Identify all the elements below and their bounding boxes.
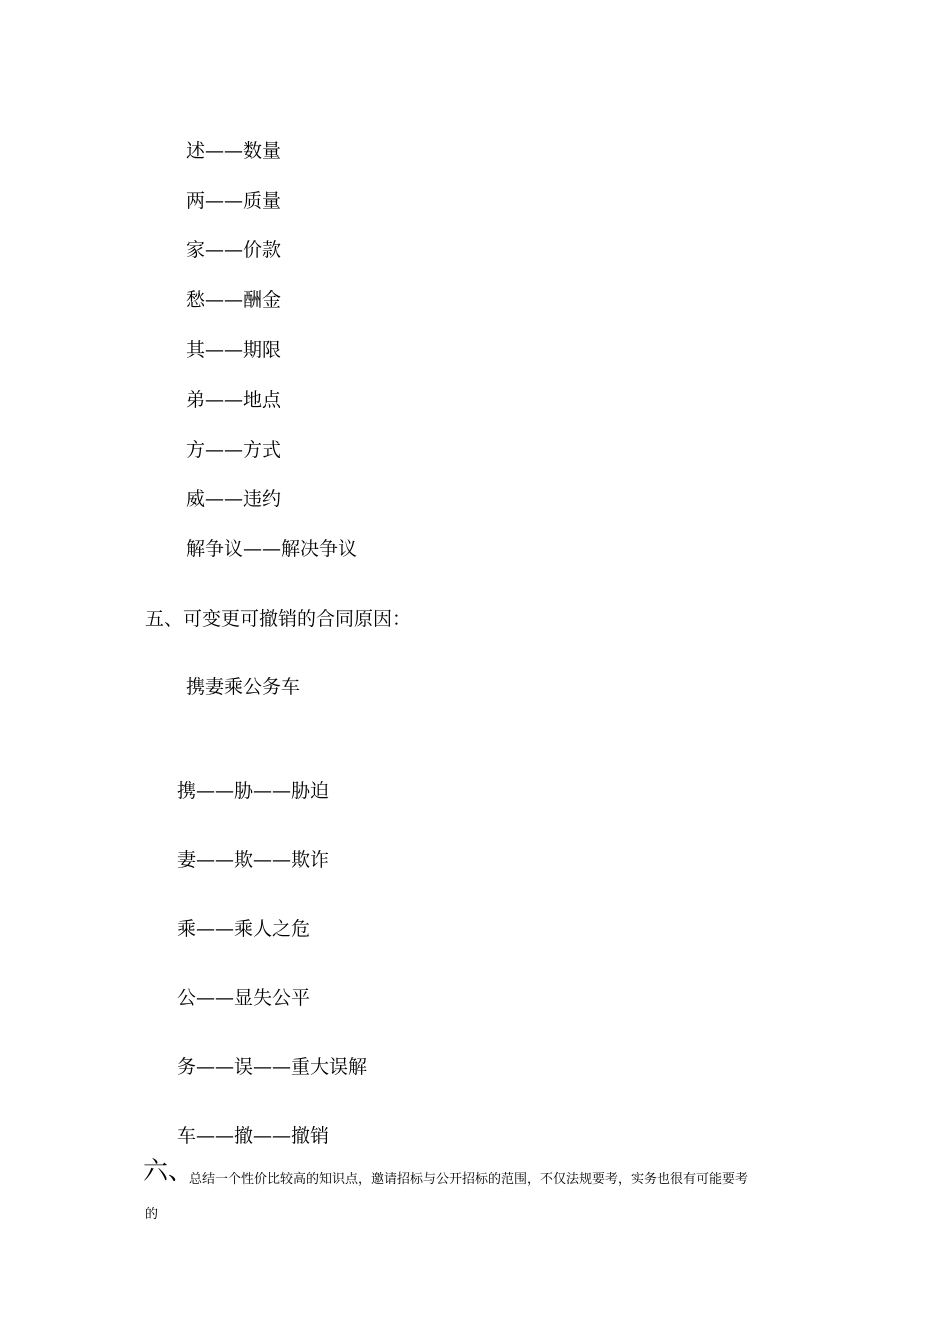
mnemonic-item: 乘——乘人之危 (177, 918, 311, 940)
mnemonic-item: 其——期限 (186, 339, 282, 361)
mnemonic-item: 妻——欺——欺诈 (177, 849, 330, 871)
section-number: 六、 (143, 1156, 194, 1185)
mnemonic-item: 公——显失公平 (177, 987, 311, 1009)
section-text: 总结一个性价比较高的知识点，邀请招标与公开招标的范围，不仅法规要考，实务也很有可能要考 (189, 1172, 749, 1187)
mnemonic-item: 愁——酬金 (186, 289, 282, 311)
section-heading: 五、可变更可撤销的合同原因： (145, 608, 412, 630)
mnemonic-item: 述——数量 (186, 140, 282, 162)
mnemonic-phrase: 携妻乘公务车 (186, 676, 301, 698)
mnemonic-item: 解争议——解决争议 (186, 538, 358, 560)
mnemonic-item: 车——撤——撤销 (177, 1125, 330, 1147)
mnemonic-item: 务——误——重大误解 (177, 1056, 368, 1078)
mnemonic-item: 家——价款 (186, 239, 282, 261)
mnemonic-item: 方——方式 (186, 439, 282, 461)
mnemonic-item: 威——违约 (186, 488, 282, 510)
mnemonic-item: 携——胁——胁迫 (177, 780, 330, 802)
mnemonic-item: 两——质量 (186, 190, 282, 212)
section-text-continuation: 的 (145, 1207, 159, 1222)
mnemonic-item: 弟——地点 (186, 389, 282, 411)
